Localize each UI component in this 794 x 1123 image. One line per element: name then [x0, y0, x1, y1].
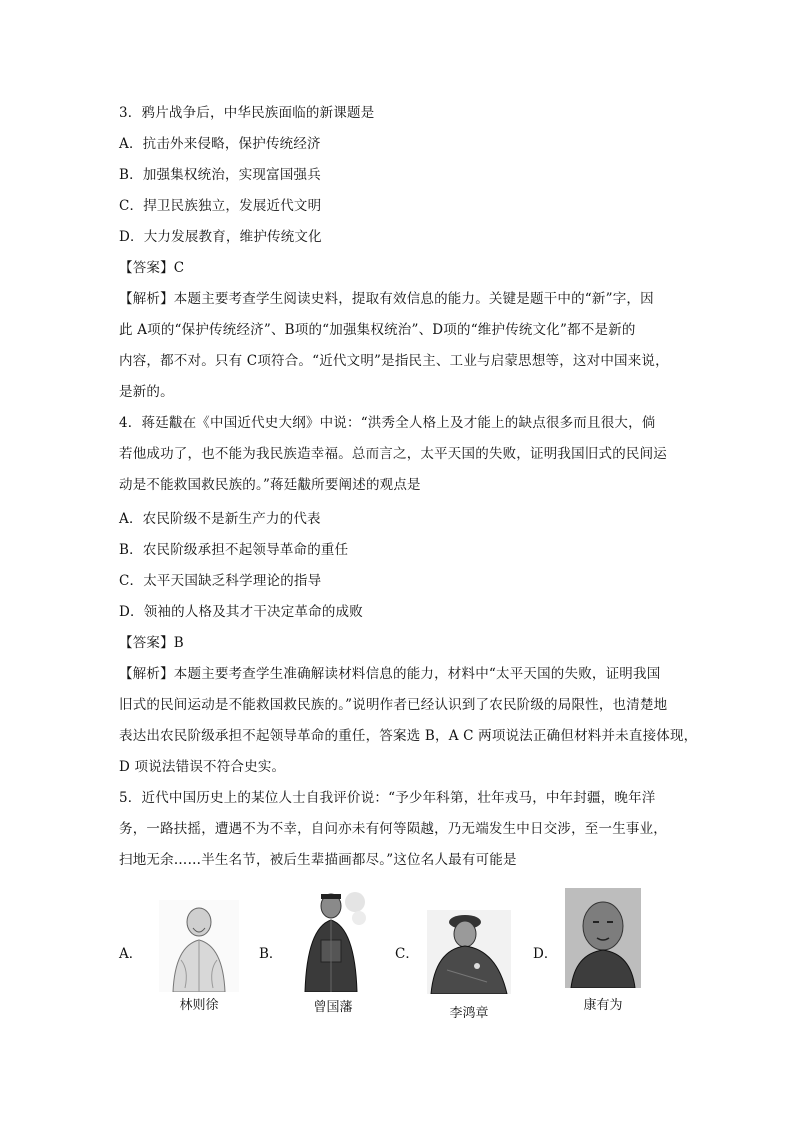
q5-choice-b-caption: 曾国藩 [313, 1000, 353, 1015]
q4-stem-line-2: 若他成功了，也不能为我民族造幸福。总而言之，太平天国的失败，证明我国旧式的民间运 [119, 446, 667, 462]
q3-analysis-line-2: 此 A项的“保护传统经济”、B项的“加强集权统治”、D项的“维护传统文化”都不是新的 [119, 322, 636, 338]
portrait-kang-youwei-icon [565, 888, 641, 988]
q5-portrait-choices [119, 880, 679, 1030]
q3-analysis-line-3: 内容，都不对。只有 C项符合。“近代文明”是指民主、工业与启蒙思想等，这对中国来说， [119, 353, 669, 369]
q5-choice-c-caption: 李鸿章 [449, 1006, 489, 1021]
q5-choice-a-label: A． [119, 946, 143, 962]
q5-stem-line-3: 扫地无余……半生名节，被后生辈描画都尽。”这位名人最有可能是 [119, 852, 517, 868]
q5-choice-c-label: C． [395, 946, 419, 962]
q3-option-b: B．加强集权统治，实现富国强兵 [119, 167, 321, 183]
q3-option-d: D．大力发展教育，维护传统文化 [119, 229, 322, 245]
q5-stem-line-2: 务，一路扶摇，遭遇不为不幸，自问亦未有何等陨越，乃无端发生中日交涉，至一生事业， [119, 821, 667, 837]
q4-analysis-line-2: 旧式的民间运动是不能救国救民族的。”说明作者已经认识到了农民阶级的局限性，也清楚地 [119, 697, 668, 713]
q3-analysis-line-1: 【解析】本题主要考查学生阅读史料，提取有效信息的能力。关键是题干中的“新”字，因 [119, 291, 654, 307]
q3-option-a: A．抗击外来侵略，保护传统经济 [119, 136, 321, 152]
q3-stem: 3．鸦片战争后，中华民族面临的新课题是 [119, 105, 375, 121]
q4-option-d: D．领袖的人格及其才干决定革命的成败 [119, 604, 363, 620]
portrait-lin-zexu-icon [159, 900, 239, 992]
q4-option-a: A．农民阶级不是新生产力的代表 [119, 511, 321, 527]
portrait-li-hongzhang-icon [427, 910, 511, 994]
q5-stem-line-1: 5．近代中国历史上的某位人士自我评价说：“予少年科第，壮年戎马，中年封疆，晚年洋 [119, 790, 656, 806]
q3-answer: 【答案】C [119, 260, 185, 276]
q4-analysis-line-3: 表达出农民阶级承担不起领导革命的重任，答案选 B，A C 两项说法正确但材料并未直接体现， [119, 728, 698, 744]
q5-choice-d-label: D． [533, 946, 558, 962]
portrait-zeng-guofan-icon [297, 888, 369, 992]
q4-option-b: B．农民阶级承担不起领导革命的重任 [119, 542, 349, 558]
q4-answer: 【答案】B [119, 635, 184, 651]
q3-option-c: C．捍卫民族独立，发展近代文明 [119, 198, 322, 214]
q5-choice-b-label: B． [259, 946, 283, 962]
q5-choice-d-caption: 康有为 [583, 998, 623, 1013]
q4-stem-line-1: 4．蒋廷黻在《中国近代史大纲》中说：“洪秀全人格上及才能上的缺点很多而且很大，倘 [119, 415, 656, 431]
q4-analysis-line-4: D 项说法错误不符合史实。 [119, 759, 286, 775]
q4-analysis-line-1: 【解析】本题主要考查学生准确解读材料信息的能力，材料中“太平天国的失败，证明我国 [119, 666, 661, 682]
q4-option-c: C．太平天国缺乏科学理论的指导 [119, 573, 322, 589]
q4-stem-line-3: 动是不能救国救民族的。”蒋廷黻所要阐述的观点是 [119, 477, 421, 493]
q3-analysis-line-4: 是新的。 [119, 384, 174, 400]
q5-choice-a-caption: 林则徐 [179, 998, 219, 1013]
